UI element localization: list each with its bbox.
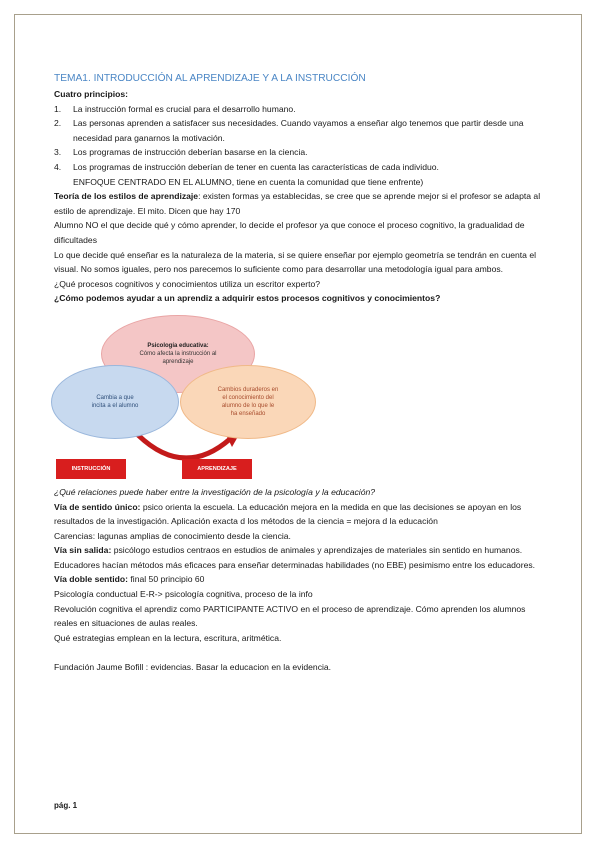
list-item: 4. Los programas de instrucción deberían de tener en cuenta las características de cada individuo. ENFOQUE CENTRADO EN EL ALUMNO, tiene en cuenta la comunidad que tiene enfrente)	[54, 161, 439, 187]
list-item: 1. La instrucción formal es crucial para el desarrollo humano.	[54, 103, 296, 114]
carencias-line: Carencias: lagunas amplias de conocimiento desde la ciencia.	[54, 530, 291, 541]
principles-list	[54, 102, 546, 190]
dead-end-paragraph: Vía sin salida: psicólogo estudios centraos en estudios de animales y aprendizajes de materiales sin sentido en humanos. Educadores hacían métodos más eficaces para enseñar determinadas habilidades (no EBE) pesimismo entre los educadores.	[54, 545, 536, 570]
page-number: pág. 1	[54, 801, 78, 810]
diagram-right-ellipse: Cambios duraderos en el conocimiento del alumno de lo que le ha enseñado	[180, 365, 316, 439]
fundacion-line: Fundación Jaume Bofill : evidencias. Basar la educacion en la evidencia.	[54, 662, 332, 673]
psychology-diagram	[54, 311, 546, 479]
spacer	[54, 645, 546, 660]
instruccion-label: INSTRUCCIÓN	[56, 459, 126, 479]
principle4-extra: ENFOQUE CENTRADO EN EL ALUMNO, tiene en cuenta la comunidad que tiene enfrente)	[73, 176, 424, 187]
question-2: ¿Cómo podemos ayudar a un aprendiz a adquirir estos procesos cognitivos y conocimientos?	[54, 293, 441, 304]
diagram-left-ellipse: Cambia a que incita a el alumno	[51, 365, 179, 439]
question-3: ¿Qué relaciones puede haber entre la investigación de la psicología y la educación?	[54, 486, 376, 497]
estrategias-line: Qué estrategias emplean en la lectura, escritura, aritmética.	[54, 632, 282, 643]
aprendizaje-label: APRENDIZAJE	[182, 459, 252, 479]
list-item: 2. Las personas aprenden a satisfacer sus necesidades. Cuando vayamos a enseñar algo tenemos que partir desde una necesidad para ganarnos la motivación.	[54, 118, 524, 143]
revolucion-paragraph: Revolución cognitiva el aprendiz como PARTICIPANTE ACTIVO en el proceso de aprendizaje. Cómo aprenden los alumnos reales en situaciones de aulas reales.	[54, 603, 526, 629]
double-way-paragraph: Vía doble sentido: final 50 principio 60	[54, 574, 205, 585]
page-title: TEMA1. INTRODUCCIÓN AL APRENDIZAJE Y A LA INSTRUCCIÓN	[54, 73, 366, 84]
principles-heading: Cuatro principios:	[54, 89, 129, 99]
materia-paragraph: Lo que decide qué enseñar es la naturaleza de la materia, si se quiere enseñar por ejemplo geometría se tendrán en cuenta el visual. No somos iguales, pero nos parecemos lo suficiente como para desarrollar una metodología igual para ambos.	[54, 249, 537, 275]
alumno-paragraph: Alumno NO el que decide qué y cómo aprender, lo decide el profesor ya que conoce el proceso cognitivo, la gradualidad de dificultades	[54, 220, 525, 245]
conductual-line: Psicología conductual E-R-> psicología cognitiva, proceso de la info	[54, 589, 313, 600]
list-item: 3. Los programas de instrucción deberían basarse en la ciencia.	[54, 147, 308, 158]
question-1: ¿Qué procesos cognitivos y conocimientos utiliza un escritor experto?	[54, 278, 321, 289]
unique-way-paragraph: Vía de sentido único: psico orienta la escuela. La educación mejora en la medida en que las decisiones se apoyan en los resultados de la investigación. Aplicación exacta d los métodos de la ciencia = mejora d la educación	[54, 501, 522, 527]
diagram-top-ellipse: Psicología educativa: Cómo afecta la instrucción al aprendizaje	[101, 315, 255, 393]
document-body	[54, 72, 546, 675]
styles-paragraph: Teoría de los estilos de aprendizaje: existen formas ya establecidas, se cree que se aprende mejor si el profesor se adapta al estilo de aprendizaje. El mito. Dicen que hay 170	[54, 191, 541, 216]
